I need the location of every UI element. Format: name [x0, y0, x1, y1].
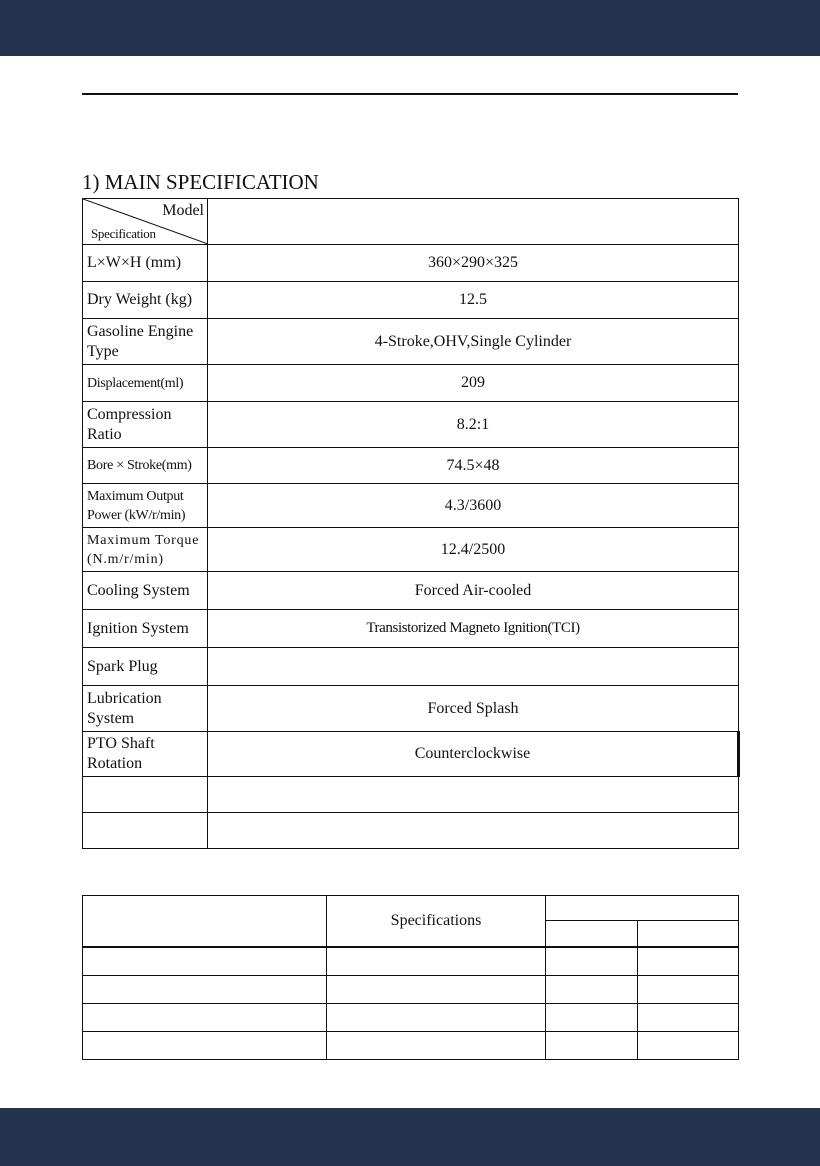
row-label [83, 777, 208, 813]
main-specification-table [82, 198, 740, 849]
section-title: 1) MAIN SPECIFICATION [82, 170, 319, 194]
table-row [83, 777, 739, 813]
table-cell [327, 1032, 546, 1060]
table-cell [327, 947, 546, 976]
header-cell-sub-1 [546, 921, 638, 948]
table-cell [83, 947, 327, 976]
table-row [83, 947, 739, 976]
header-cell-specifications: Specifications [327, 896, 546, 948]
row-value: 360×290×325 [208, 245, 739, 282]
row-value: Counterclockwise [208, 732, 739, 777]
table-cell [546, 947, 638, 976]
table-row [83, 1032, 739, 1060]
row-label: Compression Ratio [83, 402, 208, 448]
table-cell [327, 1004, 546, 1032]
row-label: Gasoline Engine Type [83, 319, 208, 365]
diagonal-header-cell [83, 199, 208, 245]
row-label: PTO Shaft Rotation [83, 732, 208, 777]
table-row [83, 282, 739, 319]
specification-label: Specification [91, 226, 156, 241]
row-value [208, 777, 739, 813]
row-label: Dry Weight (kg) [83, 282, 208, 319]
header-cell-item [83, 896, 327, 948]
row-label: Spark Plug [83, 648, 208, 686]
specifications-table [82, 895, 739, 1060]
table-row [83, 610, 739, 648]
row-label [83, 813, 208, 849]
table-header-row [83, 199, 739, 245]
row-label: Cooling System [83, 572, 208, 610]
table-row [83, 732, 739, 777]
row-label: Maximum Torque (N.m/r/min) [83, 528, 208, 572]
model-value [208, 199, 739, 245]
row-value: Forced Splash [208, 686, 739, 732]
header-cell-group [546, 896, 739, 921]
row-value [208, 648, 739, 686]
row-value: 12.4/2500 [208, 528, 739, 572]
table-row [83, 365, 739, 402]
table-cell [638, 1004, 739, 1032]
model-label: Model [162, 202, 204, 219]
row-label: L×W×H (mm) [83, 245, 208, 282]
table-cell [546, 976, 638, 1004]
row-value: 74.5×48 [208, 448, 739, 484]
table-row [83, 1004, 739, 1032]
header-rule [82, 93, 738, 95]
table-cell [83, 976, 327, 1004]
table-row [83, 648, 739, 686]
table-cell [638, 976, 739, 1004]
table-row [83, 686, 739, 732]
footer-band [0, 1108, 820, 1166]
row-label: Maximum Output Power (kW/r/min) [83, 484, 208, 528]
header-band [0, 0, 820, 56]
row-label: Ignition System [83, 610, 208, 648]
table-row [83, 319, 739, 365]
table-row [83, 245, 739, 282]
table-cell [83, 1032, 327, 1060]
row-label: Displacement(ml) [83, 365, 208, 402]
row-label: Lubrication System [83, 686, 208, 732]
table-cell [638, 947, 739, 976]
table-cell [546, 1032, 638, 1060]
table-cell [638, 1032, 739, 1060]
row-value: 4-Stroke,OHV,Single Cylinder [208, 319, 739, 365]
row-value [208, 813, 739, 849]
header-cell-sub-2 [638, 921, 739, 948]
table-header-row [83, 896, 739, 921]
table-cell [546, 1004, 638, 1032]
row-value: 4.3/3600 [208, 484, 739, 528]
row-value: 209 [208, 365, 739, 402]
table-cell [327, 976, 546, 1004]
table-row [83, 448, 739, 484]
table-cell [83, 1004, 327, 1032]
table-row [83, 976, 739, 1004]
row-value: 12.5 [208, 282, 739, 319]
row-value: 8.2:1 [208, 402, 739, 448]
table-row [83, 813, 739, 849]
row-label: Bore × Stroke(mm) [83, 448, 208, 484]
table-row [83, 572, 739, 610]
table-row [83, 528, 739, 572]
row-value: Forced Air-cooled [208, 572, 739, 610]
table-row [83, 484, 739, 528]
table-row [83, 402, 739, 448]
row-value: Transistorized Magneto Ignition(TCI) [208, 610, 739, 648]
